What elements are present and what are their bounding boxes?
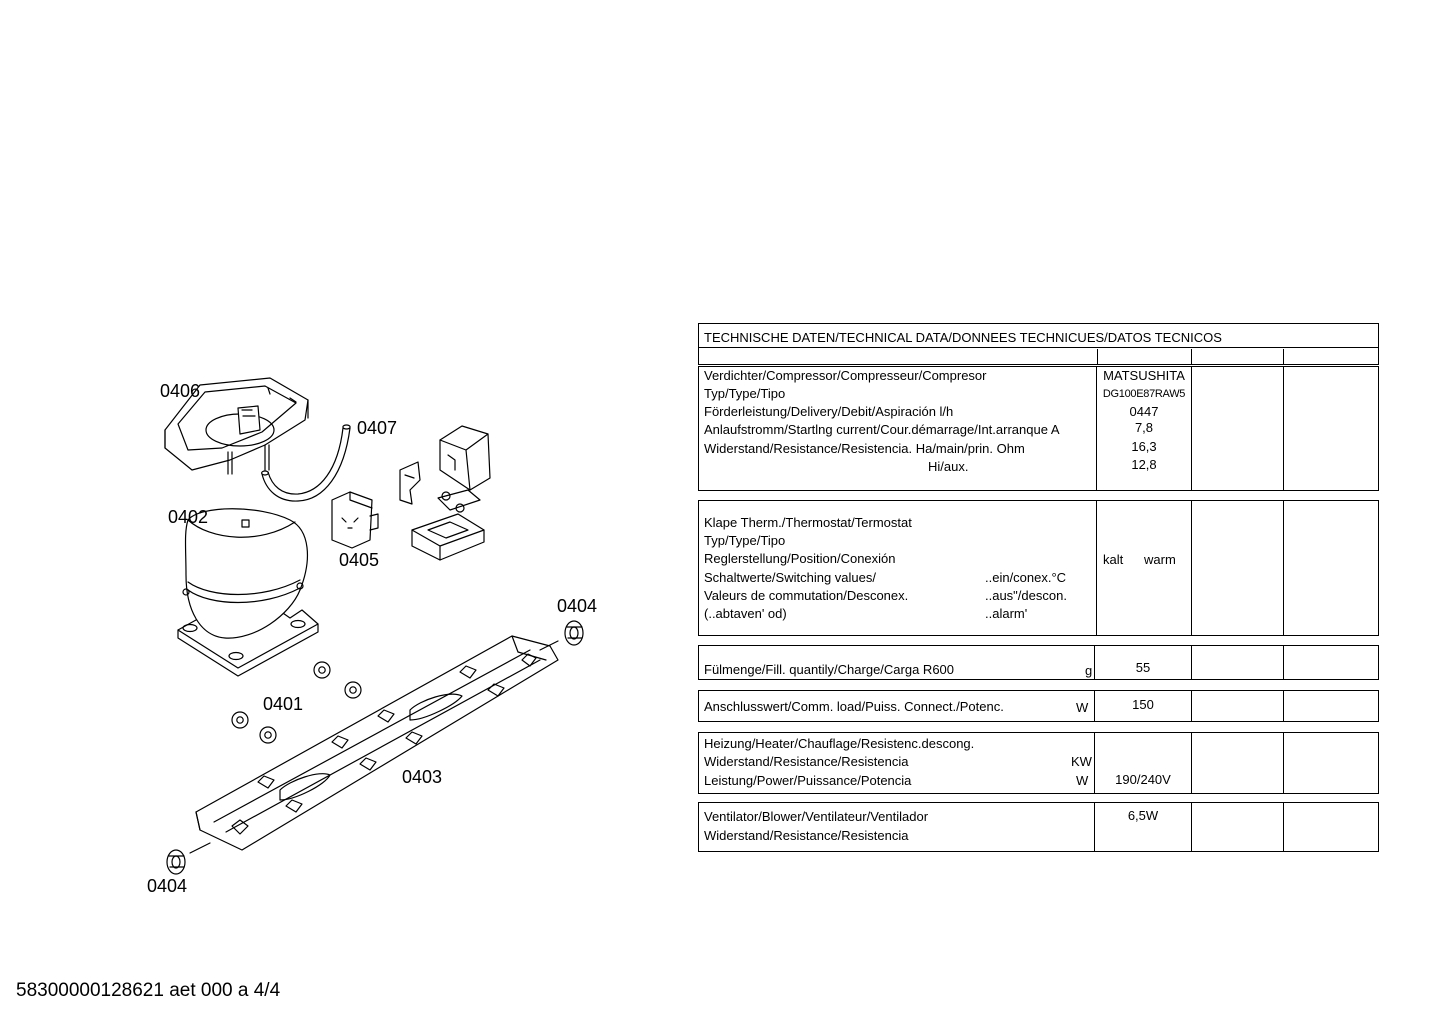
thermostat-type-label: Typ/Type/Tipo	[704, 533, 786, 548]
exploded-parts-drawing	[0, 0, 700, 960]
thermostat-position-label: Reglerstellung/Position/Conexión	[704, 551, 896, 566]
compressor-type-label: Typ/Type/Tipo	[704, 386, 786, 401]
blower-resistance-label: Widerstand/Resistance/Resistencia	[704, 828, 909, 843]
fill-quantity-label: Fülmenge/Fill. quantily/Charge/Carga R600	[704, 662, 955, 677]
heater-power-value: 190/240V	[1115, 772, 1171, 787]
fill-quantity-unit: g	[1085, 663, 1093, 678]
callout-0406: 0406	[160, 381, 201, 401]
thermostat-warm-label: warm	[1144, 552, 1176, 567]
compressor-resistance-main-label: Widerstand/Resistance/Resistencia. Ha/main/prin. Ohm	[704, 441, 1025, 456]
compressor-resistance-main-value: 16,3	[1131, 439, 1157, 454]
document-id-footer: 58300000128621 aet 000 a 4/4	[16, 980, 281, 1001]
callout-0401: 0401	[263, 694, 304, 714]
thermostat-aus-suffix: ..aus"/descon.	[985, 588, 1067, 603]
callout-0404-top: 0404	[557, 596, 598, 616]
thermostat-abtaven-label: (..abtaven' od)	[704, 606, 787, 621]
thermostat-parts	[400, 426, 490, 560]
compressor-delivery-label: Förderleistung/Delivery/Debit/Aspiración l/h	[704, 404, 954, 419]
compressor-delivery-value: 0447	[1129, 404, 1159, 419]
heater-resistance-label: Widerstand/Resistance/Resistencia	[704, 754, 909, 769]
compressor-resistance-aux-label: Hi/aux.	[928, 459, 969, 474]
heater-resistance-unit: KW	[1071, 754, 1092, 769]
compressor-type-value: DG100E87RAW5	[1102, 388, 1186, 400]
fill-quantity-value: 55	[1135, 660, 1151, 675]
thermostat-switching-values-label: Schaltwerte/Switching values/	[704, 570, 876, 585]
mounting-rail-part-0403	[196, 636, 558, 850]
heater-label: Heizung/Heater/Chauflage/Resistenc.descong.	[704, 736, 975, 751]
compressor-starting-current-label: Anlaufstromm/Startlng current/Cour.démarrage/Int.arranque A	[704, 422, 1060, 437]
callout-0402: 0402	[168, 507, 209, 527]
thermostat-ein-suffix: ..ein/conex.°C	[985, 570, 1067, 585]
heater-power-label: Leistung/Power/Puissance/Potencia	[704, 773, 912, 788]
callout-0404-bottom: 0404	[147, 876, 188, 896]
callout-0407: 0407	[357, 418, 398, 438]
tech-header-title: TECHNISCHE DATEN/TECHNICAL DATA/DONNEES TECHNICUES/DATOS TECNICOS	[704, 330, 1222, 345]
compressor-part-0402	[178, 509, 318, 676]
thermostat-commutation-label: Valeurs de commutation/Desconex.	[704, 588, 909, 603]
callout-0405: 0405	[339, 550, 380, 570]
compressor-resistance-aux-value: 12,8	[1131, 457, 1157, 472]
callout-0403: 0403	[402, 767, 443, 787]
blower-value: 6,5W	[1127, 808, 1159, 823]
thermostat-kalt-label: kalt	[1103, 552, 1124, 567]
compressor-label: Verdichter/Compressor/Compresseur/Compresor	[704, 368, 987, 383]
relay-part-0405	[332, 492, 378, 548]
connected-load-label: Anschlusswert/Comm. load/Puiss. Connect./Potenc.	[704, 699, 1004, 714]
blower-label: Ventilator/Blower/Ventilateur/Ventilador	[704, 809, 929, 824]
compressor-starting-current-value: 7,8	[1134, 420, 1154, 435]
foot-part-0404-bottom	[167, 843, 210, 874]
thermostat-alarm-suffix: ..alarm'	[985, 606, 1028, 621]
connected-load-unit: W	[1076, 700, 1089, 715]
thermostat-label: Klape Therm./Thermostat/Termostat	[704, 515, 912, 530]
connected-load-value: 150	[1132, 697, 1154, 712]
compressor-make-value: MATSUSHITA	[1103, 368, 1185, 383]
heater-power-unit: W	[1076, 773, 1089, 788]
